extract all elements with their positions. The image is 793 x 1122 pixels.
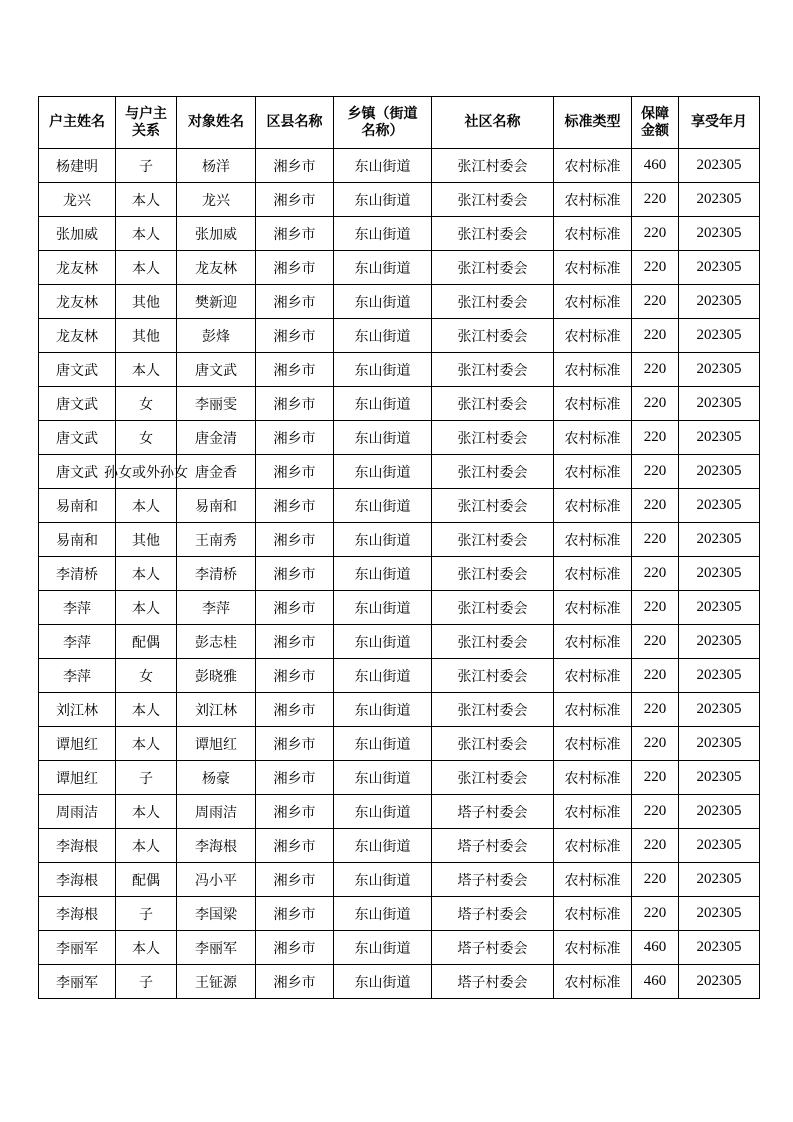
standard-type-cell: 农村标准 <box>554 319 632 353</box>
col-header-township: 乡镇（街道名称） <box>334 97 432 149</box>
county-cell: 湘乡市 <box>256 489 334 523</box>
month-cell: 202305 <box>679 319 760 353</box>
county-cell: 湘乡市 <box>256 761 334 795</box>
table-row <box>39 319 760 353</box>
county-cell: 湘乡市 <box>256 795 334 829</box>
recipient-name-cell: 彭志桂 <box>177 625 256 659</box>
standard-type-cell: 农村标准 <box>554 251 632 285</box>
month-cell: 202305 <box>679 795 760 829</box>
recipient-name-cell: 龙兴 <box>177 183 256 217</box>
header-row <box>39 97 760 149</box>
month-cell: 202305 <box>679 523 760 557</box>
relation-cell: 女 <box>116 421 177 455</box>
recipient-name-cell: 李萍 <box>177 591 256 625</box>
community-cell: 张江村委会 <box>432 557 554 591</box>
relation-cell: 女 <box>116 659 177 693</box>
standard-type-cell: 农村标准 <box>554 455 632 489</box>
table-row <box>39 897 760 931</box>
township-cell: 东山街道 <box>334 897 432 931</box>
table-row <box>39 251 760 285</box>
table-row <box>39 421 760 455</box>
relation-cell: 本人 <box>116 727 177 761</box>
amount-cell: 220 <box>632 727 679 761</box>
county-cell: 湘乡市 <box>256 693 334 727</box>
amount-cell: 220 <box>632 387 679 421</box>
household-head-cell: 李丽军 <box>39 965 116 999</box>
community-cell: 塔子村委会 <box>432 897 554 931</box>
household-head-cell: 龙友林 <box>39 319 116 353</box>
community-cell: 张江村委会 <box>432 421 554 455</box>
community-cell: 张江村委会 <box>432 761 554 795</box>
col-header-household-head: 户主姓名 <box>39 97 116 149</box>
amount-cell: 220 <box>632 897 679 931</box>
relation-cell: 本人 <box>116 557 177 591</box>
county-cell: 湘乡市 <box>256 285 334 319</box>
amount-cell: 460 <box>632 931 679 965</box>
recipient-name-cell: 李丽雯 <box>177 387 256 421</box>
amount-cell: 220 <box>632 353 679 387</box>
household-head-cell: 杨建明 <box>39 149 116 183</box>
community-cell: 张江村委会 <box>432 183 554 217</box>
amount-cell: 220 <box>632 183 679 217</box>
recipient-name-cell: 王南秀 <box>177 523 256 557</box>
household-head-cell: 易南和 <box>39 489 116 523</box>
standard-type-cell: 农村标准 <box>554 659 632 693</box>
township-cell: 东山街道 <box>334 829 432 863</box>
table-row <box>39 931 760 965</box>
household-head-cell: 李海根 <box>39 863 116 897</box>
relation-cell: 配偶 <box>116 863 177 897</box>
township-cell: 东山街道 <box>334 489 432 523</box>
community-cell: 张江村委会 <box>432 455 554 489</box>
county-cell: 湘乡市 <box>256 183 334 217</box>
recipient-name-cell: 樊新迎 <box>177 285 256 319</box>
county-cell: 湘乡市 <box>256 455 334 489</box>
relation-cell: 本人 <box>116 795 177 829</box>
county-cell: 湘乡市 <box>256 591 334 625</box>
relation-cell: 孙女或外孙女 <box>116 455 177 489</box>
relation-cell: 本人 <box>116 693 177 727</box>
month-cell: 202305 <box>679 387 760 421</box>
table-row <box>39 829 760 863</box>
community-cell: 张江村委会 <box>432 659 554 693</box>
col-header-standard-type: 标准类型 <box>554 97 632 149</box>
household-head-cell: 龙兴 <box>39 183 116 217</box>
community-cell: 张江村委会 <box>432 489 554 523</box>
standard-type-cell: 农村标准 <box>554 625 632 659</box>
table-row <box>39 659 760 693</box>
household-head-cell: 周雨洁 <box>39 795 116 829</box>
household-head-cell: 谭旭红 <box>39 727 116 761</box>
month-cell: 202305 <box>679 353 760 387</box>
standard-type-cell: 农村标准 <box>554 523 632 557</box>
community-cell: 张江村委会 <box>432 353 554 387</box>
month-cell: 202305 <box>679 557 760 591</box>
relation-cell: 本人 <box>116 251 177 285</box>
recipient-name-cell: 龙友林 <box>177 251 256 285</box>
amount-cell: 220 <box>632 251 679 285</box>
standard-type-cell: 农村标准 <box>554 591 632 625</box>
township-cell: 东山街道 <box>334 863 432 897</box>
county-cell: 湘乡市 <box>256 727 334 761</box>
assistance-table <box>38 96 760 999</box>
table-row <box>39 761 760 795</box>
household-head-cell: 唐文武 <box>39 353 116 387</box>
standard-type-cell: 农村标准 <box>554 965 632 999</box>
table-row <box>39 693 760 727</box>
relation-cell: 其他 <box>116 285 177 319</box>
recipient-name-cell: 周雨洁 <box>177 795 256 829</box>
standard-type-cell: 农村标准 <box>554 353 632 387</box>
standard-type-cell: 农村标准 <box>554 285 632 319</box>
month-cell: 202305 <box>679 897 760 931</box>
recipient-name-cell: 谭旭红 <box>177 727 256 761</box>
relation-cell: 本人 <box>116 217 177 251</box>
amount-cell: 220 <box>632 319 679 353</box>
county-cell: 湘乡市 <box>256 523 334 557</box>
township-cell: 东山街道 <box>334 659 432 693</box>
township-cell: 东山街道 <box>334 965 432 999</box>
county-cell: 湘乡市 <box>256 149 334 183</box>
county-cell: 湘乡市 <box>256 659 334 693</box>
table-row <box>39 727 760 761</box>
household-head-cell: 李海根 <box>39 897 116 931</box>
table-row <box>39 625 760 659</box>
township-cell: 东山街道 <box>334 251 432 285</box>
township-cell: 东山街道 <box>334 285 432 319</box>
amount-cell: 220 <box>632 523 679 557</box>
relation-cell: 子 <box>116 897 177 931</box>
month-cell: 202305 <box>679 829 760 863</box>
township-cell: 东山街道 <box>334 795 432 829</box>
recipient-name-cell: 唐金香 <box>177 455 256 489</box>
household-head-cell: 龙友林 <box>39 251 116 285</box>
month-cell: 202305 <box>679 761 760 795</box>
month-cell: 202305 <box>679 591 760 625</box>
relation-cell: 女 <box>116 387 177 421</box>
amount-cell: 460 <box>632 149 679 183</box>
community-cell: 张江村委会 <box>432 693 554 727</box>
table-row <box>39 795 760 829</box>
standard-type-cell: 农村标准 <box>554 931 632 965</box>
household-head-cell: 刘江林 <box>39 693 116 727</box>
recipient-name-cell: 李国梁 <box>177 897 256 931</box>
relation-cell: 其他 <box>116 319 177 353</box>
table-row <box>39 285 760 319</box>
community-cell: 张江村委会 <box>432 285 554 319</box>
county-cell: 湘乡市 <box>256 421 334 455</box>
household-head-cell: 李海根 <box>39 829 116 863</box>
month-cell: 202305 <box>679 693 760 727</box>
relation-cell: 子 <box>116 761 177 795</box>
county-cell: 湘乡市 <box>256 557 334 591</box>
col-header-county: 区县名称 <box>256 97 334 149</box>
month-cell: 202305 <box>679 455 760 489</box>
table-row <box>39 523 760 557</box>
recipient-name-cell: 张加威 <box>177 217 256 251</box>
relation-cell: 子 <box>116 965 177 999</box>
community-cell: 张江村委会 <box>432 387 554 421</box>
amount-cell: 220 <box>632 863 679 897</box>
household-head-cell: 唐文武 <box>39 421 116 455</box>
household-head-cell: 李萍 <box>39 659 116 693</box>
month-cell: 202305 <box>679 217 760 251</box>
recipient-name-cell: 李丽军 <box>177 931 256 965</box>
recipient-name-cell: 李海根 <box>177 829 256 863</box>
recipient-name-cell: 李清桥 <box>177 557 256 591</box>
county-cell: 湘乡市 <box>256 897 334 931</box>
community-cell: 张江村委会 <box>432 217 554 251</box>
standard-type-cell: 农村标准 <box>554 421 632 455</box>
standard-type-cell: 农村标准 <box>554 897 632 931</box>
household-head-cell: 唐文武 <box>39 387 116 421</box>
standard-type-cell: 农村标准 <box>554 489 632 523</box>
amount-cell: 220 <box>632 421 679 455</box>
recipient-name-cell: 彭晓雅 <box>177 659 256 693</box>
month-cell: 202305 <box>679 965 760 999</box>
community-cell: 塔子村委会 <box>432 829 554 863</box>
recipient-name-cell: 冯小平 <box>177 863 256 897</box>
standard-type-cell: 农村标准 <box>554 727 632 761</box>
county-cell: 湘乡市 <box>256 625 334 659</box>
county-cell: 湘乡市 <box>256 319 334 353</box>
table-row <box>39 489 760 523</box>
recipient-name-cell: 王钲源 <box>177 965 256 999</box>
county-cell: 湘乡市 <box>256 387 334 421</box>
recipient-name-cell: 彭烽 <box>177 319 256 353</box>
relation-cell: 本人 <box>116 829 177 863</box>
county-cell: 湘乡市 <box>256 931 334 965</box>
township-cell: 东山街道 <box>334 455 432 489</box>
relation-cell: 本人 <box>116 183 177 217</box>
col-header-month: 享受年月 <box>679 97 760 149</box>
month-cell: 202305 <box>679 149 760 183</box>
table-row <box>39 557 760 591</box>
amount-cell: 220 <box>632 625 679 659</box>
household-head-cell: 李丽军 <box>39 931 116 965</box>
table-row <box>39 965 760 999</box>
community-cell: 张江村委会 <box>432 591 554 625</box>
amount-cell: 220 <box>632 591 679 625</box>
amount-cell: 220 <box>632 489 679 523</box>
household-head-cell: 易南和 <box>39 523 116 557</box>
community-cell: 张江村委会 <box>432 251 554 285</box>
month-cell: 202305 <box>679 863 760 897</box>
col-header-amount: 保障金额 <box>632 97 679 149</box>
household-head-cell: 李萍 <box>39 591 116 625</box>
month-cell: 202305 <box>679 183 760 217</box>
household-head-cell: 李清桥 <box>39 557 116 591</box>
township-cell: 东山街道 <box>334 523 432 557</box>
standard-type-cell: 农村标准 <box>554 387 632 421</box>
month-cell: 202305 <box>679 931 760 965</box>
recipient-name-cell: 杨洋 <box>177 149 256 183</box>
township-cell: 东山街道 <box>334 761 432 795</box>
county-cell: 湘乡市 <box>256 965 334 999</box>
month-cell: 202305 <box>679 659 760 693</box>
amount-cell: 220 <box>632 761 679 795</box>
household-head-cell: 谭旭红 <box>39 761 116 795</box>
table-row <box>39 387 760 421</box>
community-cell: 塔子村委会 <box>432 795 554 829</box>
township-cell: 东山街道 <box>334 693 432 727</box>
community-cell: 塔子村委会 <box>432 965 554 999</box>
standard-type-cell: 农村标准 <box>554 795 632 829</box>
recipient-name-cell: 易南和 <box>177 489 256 523</box>
township-cell: 东山街道 <box>334 591 432 625</box>
community-cell: 张江村委会 <box>432 149 554 183</box>
amount-cell: 220 <box>632 829 679 863</box>
community-cell: 张江村委会 <box>432 319 554 353</box>
county-cell: 湘乡市 <box>256 829 334 863</box>
township-cell: 东山街道 <box>334 319 432 353</box>
table-row <box>39 591 760 625</box>
township-cell: 东山街道 <box>334 557 432 591</box>
county-cell: 湘乡市 <box>256 353 334 387</box>
community-cell: 张江村委会 <box>432 625 554 659</box>
standard-type-cell: 农村标准 <box>554 149 632 183</box>
table-row <box>39 353 760 387</box>
relation-cell: 其他 <box>116 523 177 557</box>
standard-type-cell: 农村标准 <box>554 557 632 591</box>
month-cell: 202305 <box>679 625 760 659</box>
amount-cell: 220 <box>632 285 679 319</box>
standard-type-cell: 农村标准 <box>554 217 632 251</box>
month-cell: 202305 <box>679 489 760 523</box>
table-row <box>39 183 760 217</box>
col-header-relation: 与户主关系 <box>116 97 177 149</box>
township-cell: 东山街道 <box>334 217 432 251</box>
household-head-cell: 龙友林 <box>39 285 116 319</box>
township-cell: 东山街道 <box>334 421 432 455</box>
relation-cell: 子 <box>116 149 177 183</box>
township-cell: 东山街道 <box>334 353 432 387</box>
amount-cell: 220 <box>632 455 679 489</box>
household-head-cell: 李萍 <box>39 625 116 659</box>
township-cell: 东山街道 <box>334 931 432 965</box>
table-row <box>39 863 760 897</box>
township-cell: 东山街道 <box>334 727 432 761</box>
community-cell: 塔子村委会 <box>432 931 554 965</box>
relation-cell: 本人 <box>116 353 177 387</box>
table-row <box>39 149 760 183</box>
month-cell: 202305 <box>679 251 760 285</box>
relation-cell: 本人 <box>116 591 177 625</box>
standard-type-cell: 农村标准 <box>554 183 632 217</box>
amount-cell: 220 <box>632 693 679 727</box>
table-row <box>39 217 760 251</box>
col-header-recipient-name: 对象姓名 <box>177 97 256 149</box>
col-header-community: 社区名称 <box>432 97 554 149</box>
amount-cell: 460 <box>632 965 679 999</box>
county-cell: 湘乡市 <box>256 217 334 251</box>
month-cell: 202305 <box>679 285 760 319</box>
standard-type-cell: 农村标准 <box>554 863 632 897</box>
township-cell: 东山街道 <box>334 625 432 659</box>
standard-type-cell: 农村标准 <box>554 829 632 863</box>
amount-cell: 220 <box>632 659 679 693</box>
table-row <box>39 455 760 489</box>
community-cell: 张江村委会 <box>432 523 554 557</box>
recipient-name-cell: 杨豪 <box>177 761 256 795</box>
amount-cell: 220 <box>632 557 679 591</box>
county-cell: 湘乡市 <box>256 251 334 285</box>
month-cell: 202305 <box>679 727 760 761</box>
relation-cell: 配偶 <box>116 625 177 659</box>
recipient-name-cell: 刘江林 <box>177 693 256 727</box>
recipient-name-cell: 唐文武 <box>177 353 256 387</box>
standard-type-cell: 农村标准 <box>554 761 632 795</box>
household-head-cell: 唐文武 <box>39 455 116 489</box>
county-cell: 湘乡市 <box>256 863 334 897</box>
month-cell: 202305 <box>679 421 760 455</box>
relation-cell: 本人 <box>116 489 177 523</box>
community-cell: 塔子村委会 <box>432 863 554 897</box>
township-cell: 东山街道 <box>334 149 432 183</box>
recipient-name-cell: 唐金清 <box>177 421 256 455</box>
household-head-cell: 张加威 <box>39 217 116 251</box>
standard-type-cell: 农村标准 <box>554 693 632 727</box>
township-cell: 东山街道 <box>334 183 432 217</box>
community-cell: 张江村委会 <box>432 727 554 761</box>
township-cell: 东山街道 <box>334 387 432 421</box>
amount-cell: 220 <box>632 795 679 829</box>
amount-cell: 220 <box>632 217 679 251</box>
relation-cell: 本人 <box>116 931 177 965</box>
